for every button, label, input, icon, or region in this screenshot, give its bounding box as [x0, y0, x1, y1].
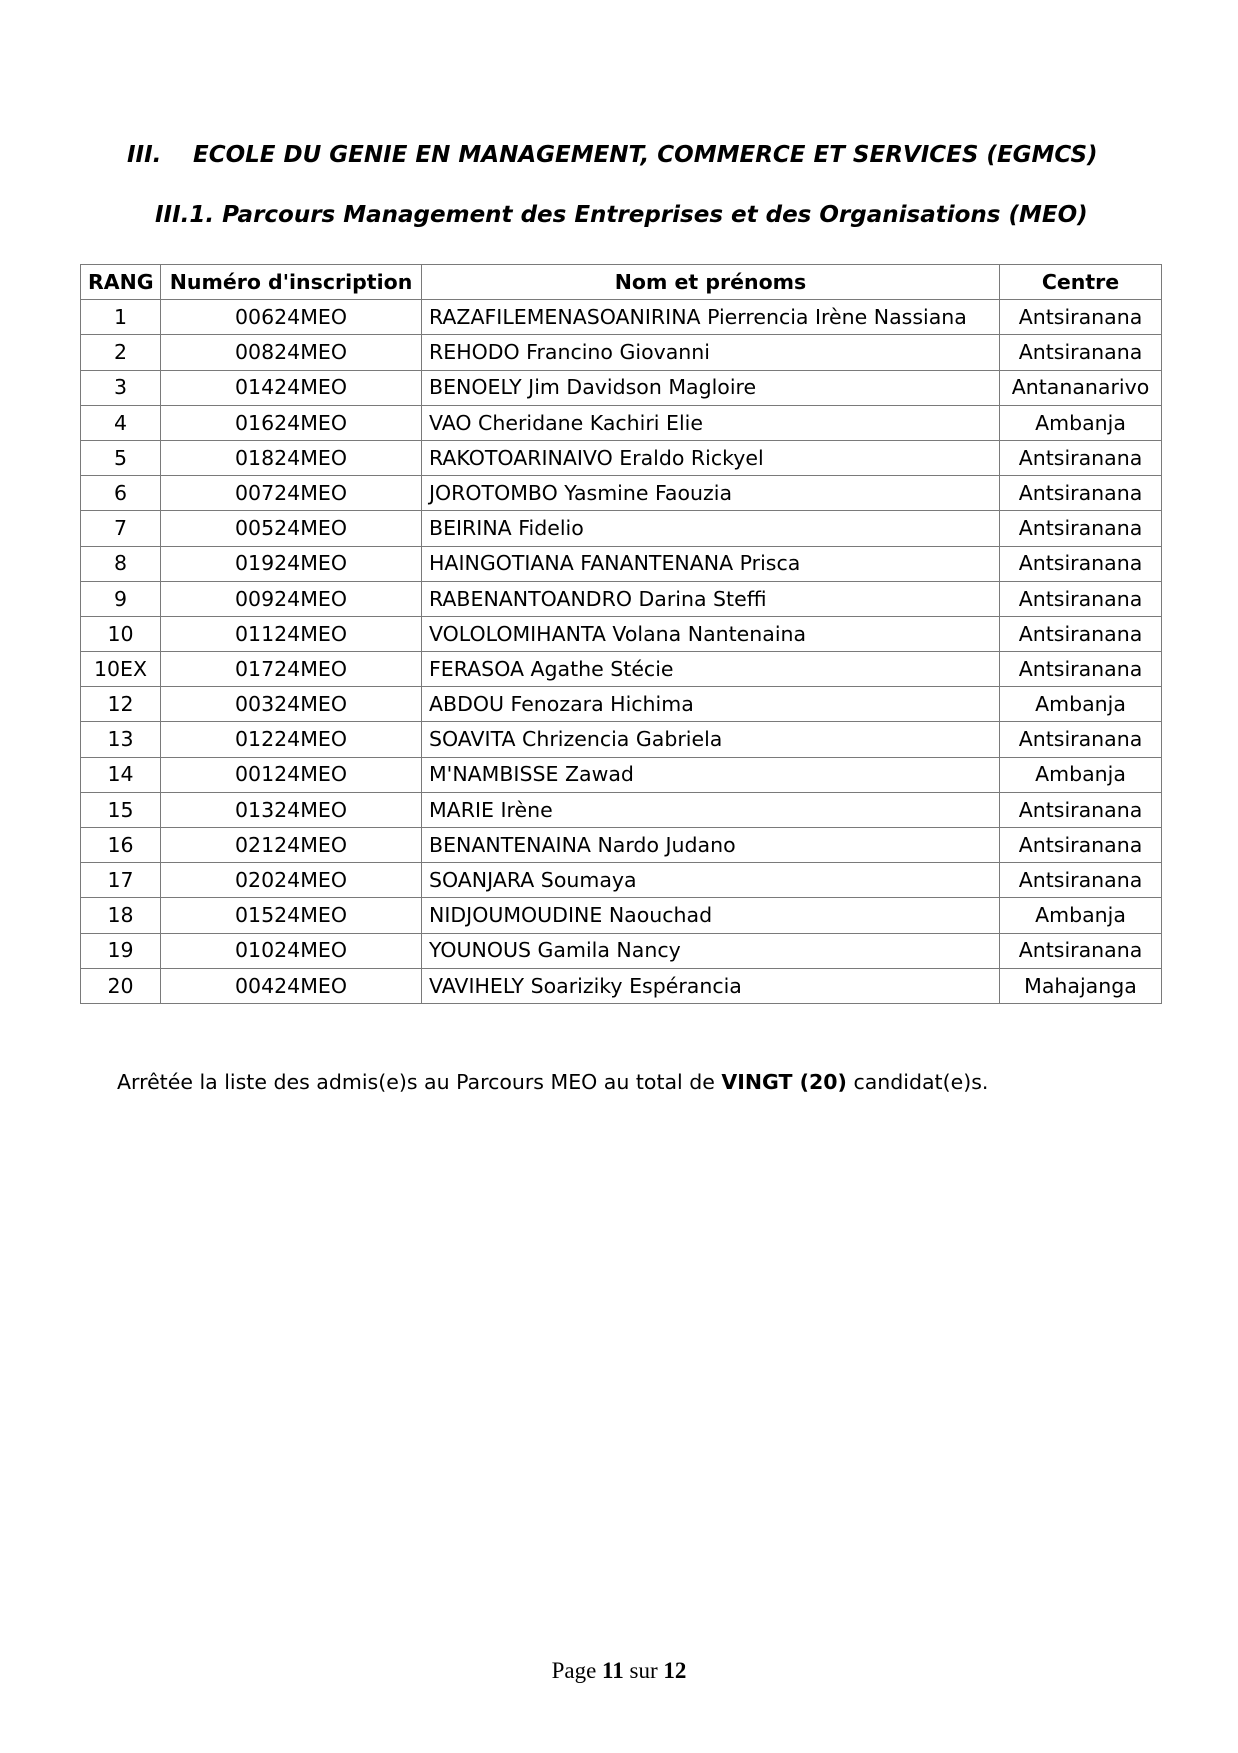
cell-centre: Antsiranana — [1000, 828, 1162, 863]
cell-rang: 19 — [81, 933, 161, 968]
cell-nom-prenoms: BENANTENAINA Nardo Judano — [422, 828, 1000, 863]
conclusion-prefix: Arrêtée la liste des admis(e)s au Parcours MEO au total de — [117, 1070, 722, 1094]
table-row — [81, 300, 1162, 335]
table-row — [81, 828, 1162, 863]
cell-numero-inscription: 00124MEO — [161, 757, 422, 792]
cell-numero-inscription: 00724MEO — [161, 476, 422, 511]
conclusion-total: VINGT (20) — [721, 1070, 847, 1094]
table-row — [81, 405, 1162, 440]
cell-centre: Antsiranana — [1000, 476, 1162, 511]
page-footer — [0, 1658, 1238, 1684]
table-row — [81, 652, 1162, 687]
cell-rang: 5 — [81, 440, 161, 475]
cell-nom-prenoms: NIDJOUMOUDINE Naouchad — [422, 898, 1000, 933]
cell-rang: 14 — [81, 757, 161, 792]
header-rang: RANG — [81, 265, 161, 300]
cell-centre: Antsiranana — [1000, 863, 1162, 898]
cell-numero-inscription: 01524MEO — [161, 898, 422, 933]
cell-rang: 8 — [81, 546, 161, 581]
cell-numero-inscription: 02124MEO — [161, 828, 422, 863]
table-row — [81, 687, 1162, 722]
table-row — [81, 863, 1162, 898]
cell-nom-prenoms: SOANJARA Soumaya — [422, 863, 1000, 898]
cell-numero-inscription: 01124MEO — [161, 616, 422, 651]
cell-centre: Antsiranana — [1000, 511, 1162, 546]
cell-numero-inscription: 00424MEO — [161, 968, 422, 1003]
cell-numero-inscription: 01824MEO — [161, 440, 422, 475]
cell-numero-inscription: 01024MEO — [161, 933, 422, 968]
cell-nom-prenoms: JOROTOMBO Yasmine Faouzia — [422, 476, 1000, 511]
section-heading — [127, 142, 1098, 168]
conclusion-suffix: candidat(e)s. — [846, 1070, 989, 1094]
section-number: III. — [127, 142, 162, 168]
cell-centre: Antsiranana — [1000, 300, 1162, 335]
cell-nom-prenoms: RABENANTOANDRO Darina Steffi — [422, 581, 1000, 616]
table-row — [81, 335, 1162, 370]
section-title: ECOLE DU GENIE EN MANAGEMENT, COMMERCE ET SERVICES (EGMCS) — [193, 142, 1098, 168]
cell-nom-prenoms: BEIRINA Fidelio — [422, 511, 1000, 546]
header-centre: Centre — [1000, 265, 1162, 300]
table-row — [81, 476, 1162, 511]
cell-centre: Antsiranana — [1000, 335, 1162, 370]
cell-centre: Antsiranana — [1000, 440, 1162, 475]
cell-centre: Ambanja — [1000, 687, 1162, 722]
table-row — [81, 898, 1162, 933]
cell-numero-inscription: 01724MEO — [161, 652, 422, 687]
cell-rang: 7 — [81, 511, 161, 546]
cell-centre: Antsiranana — [1000, 792, 1162, 827]
cell-numero-inscription: 00524MEO — [161, 511, 422, 546]
cell-centre: Antsiranana — [1000, 546, 1162, 581]
cell-centre: Antsiranana — [1000, 933, 1162, 968]
cell-numero-inscription: 01924MEO — [161, 546, 422, 581]
cell-nom-prenoms: VAO Cheridane Kachiri Elie — [422, 405, 1000, 440]
subsection-heading: III.1. Parcours Management des Entreprises et des Organisations (MEO) — [155, 202, 1088, 228]
current-page-number: 11 — [602, 1658, 624, 1683]
cell-rang: 10EX — [81, 652, 161, 687]
cell-nom-prenoms: RAKOTOARINAIVO Eraldo Rickyel — [422, 440, 1000, 475]
cell-rang: 12 — [81, 687, 161, 722]
cell-centre: Antananarivo — [1000, 370, 1162, 405]
table-row — [81, 546, 1162, 581]
table-row — [81, 440, 1162, 475]
cell-numero-inscription: 00324MEO — [161, 687, 422, 722]
cell-nom-prenoms: VAVIHELY Soariziky Espérancia — [422, 968, 1000, 1003]
cell-nom-prenoms: RAZAFILEMENASOANIRINA Pierrencia Irène Nassiana — [422, 300, 1000, 335]
conclusion-statement — [117, 1070, 988, 1094]
cell-nom-prenoms: REHODO Francino Giovanni — [422, 335, 1000, 370]
cell-rang: 16 — [81, 828, 161, 863]
cell-rang: 1 — [81, 300, 161, 335]
table-row — [81, 757, 1162, 792]
cell-numero-inscription: 01624MEO — [161, 405, 422, 440]
table-row — [81, 616, 1162, 651]
cell-rang: 15 — [81, 792, 161, 827]
cell-centre: Ambanja — [1000, 405, 1162, 440]
table-header-row — [81, 265, 1162, 300]
cell-rang: 6 — [81, 476, 161, 511]
cell-nom-prenoms: ABDOU Fenozara Hichima — [422, 687, 1000, 722]
cell-nom-prenoms: VOLOLOMIHANTA Volana Nantenaina — [422, 616, 1000, 651]
cell-numero-inscription: 00924MEO — [161, 581, 422, 616]
header-numero-inscription: Numéro d'inscription — [161, 265, 422, 300]
cell-centre: Ambanja — [1000, 898, 1162, 933]
cell-centre: Antsiranana — [1000, 581, 1162, 616]
cell-rang: 9 — [81, 581, 161, 616]
total-page-number: 12 — [663, 1658, 687, 1683]
cell-centre: Ambanja — [1000, 757, 1162, 792]
cell-nom-prenoms: BENOELY Jim Davidson Magloire — [422, 370, 1000, 405]
cell-nom-prenoms: FERASOA Agathe Stécie — [422, 652, 1000, 687]
cell-rang: 17 — [81, 863, 161, 898]
page-separator: sur — [623, 1658, 664, 1683]
table-row — [81, 511, 1162, 546]
cell-numero-inscription: 01224MEO — [161, 722, 422, 757]
cell-numero-inscription: 00824MEO — [161, 335, 422, 370]
cell-nom-prenoms: YOUNOUS Gamila Nancy — [422, 933, 1000, 968]
cell-numero-inscription: 00624MEO — [161, 300, 422, 335]
cell-rang: 18 — [81, 898, 161, 933]
cell-centre: Antsiranana — [1000, 722, 1162, 757]
table-row — [81, 792, 1162, 827]
cell-centre: Mahajanga — [1000, 968, 1162, 1003]
cell-numero-inscription: 01324MEO — [161, 792, 422, 827]
table-row — [81, 370, 1162, 405]
cell-centre: Antsiranana — [1000, 616, 1162, 651]
table-row — [81, 722, 1162, 757]
table-body — [81, 300, 1162, 1004]
cell-rang: 3 — [81, 370, 161, 405]
cell-rang: 4 — [81, 405, 161, 440]
cell-rang: 13 — [81, 722, 161, 757]
header-nom-prenoms: Nom et prénoms — [422, 265, 1000, 300]
cell-nom-prenoms: SOAVITA Chrizencia Gabriela — [422, 722, 1000, 757]
cell-nom-prenoms: MARIE Irène — [422, 792, 1000, 827]
cell-nom-prenoms: M'NAMBISSE Zawad — [422, 757, 1000, 792]
table-row — [81, 933, 1162, 968]
cell-nom-prenoms: HAINGOTIANA FANANTENANA Prisca — [422, 546, 1000, 581]
admitted-list-table — [80, 264, 1162, 1004]
cell-numero-inscription: 02024MEO — [161, 863, 422, 898]
cell-centre: Antsiranana — [1000, 652, 1162, 687]
page-label: Page — [551, 1658, 603, 1683]
cell-numero-inscription: 01424MEO — [161, 370, 422, 405]
cell-rang: 20 — [81, 968, 161, 1003]
cell-rang: 10 — [81, 616, 161, 651]
cell-rang: 2 — [81, 335, 161, 370]
table-row — [81, 581, 1162, 616]
table-row — [81, 968, 1162, 1003]
